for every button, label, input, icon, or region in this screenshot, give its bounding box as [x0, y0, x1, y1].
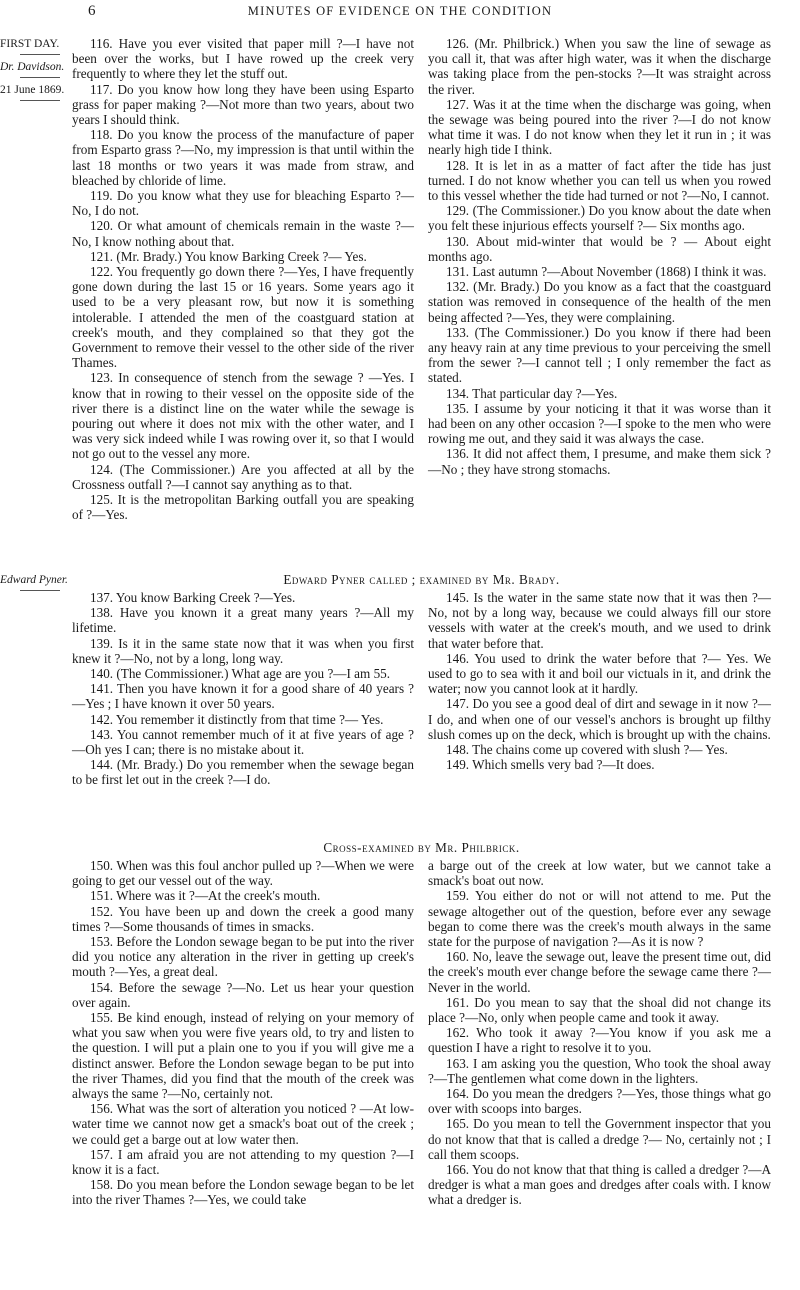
question: 136. It did not affect them, I presume, and make them sick ?—No ; they have strong stomachs. — [428, 446, 771, 477]
question: 141. Then you have known it for a good share of 40 years ?—Yes ; I have known it over 50 years. — [72, 681, 414, 712]
section1-left-column — [72, 36, 414, 523]
question: 164. Do you mean the dredgers ?—Yes, those things what go over with scoops into barges. — [428, 1086, 771, 1117]
question: 166. You do not know that that thing is called a dredger ?—A dredger is what a man goes and dredges after coals with. I know what a dredger is. — [428, 1162, 771, 1208]
margin-witness-davidson: Dr. Davidson. — [0, 61, 65, 73]
question: 150. When was this foul anchor pulled up ?—When we were going to get our vessel out of the way. — [72, 858, 414, 889]
question: 117. Do you know how long they have been using Esparto grass for paper making ?—Not more than two years, about two years I should think. — [72, 81, 414, 128]
question: 156. What was the sort of alteration you noticed ? —At low-water time we cannot now get a smack's boat out of the creek ; we could get a barge out at low water then. — [72, 1101, 414, 1147]
section3-heading: Cross-examined by Mr. Philbrick. — [323, 840, 520, 855]
question: 121. (Mr. Brady.) You know Barking Creek ?— Yes. — [90, 248, 367, 264]
page-number: 6 — [88, 3, 96, 19]
question: 123. In consequence of stench from the sewage ? —Yes. I know that in rowing to their vessel on the opposite side of the river there is a distinct line on the water while the sewage is pouring out where it does not mix with the other water, and I was very sick indeed while I was rowing over it, so that I would not go out to the vessel any more. — [72, 370, 414, 462]
question: 118. Do you know the process of the manufacture of paper from Esparto grass ?—No, my impression is that until within the last 18 months or two years it was made from straw, and bleached by chloride of lime. — [72, 127, 414, 188]
margin-rule — [20, 77, 60, 78]
question: 133. (The Commissioner.) Do you know if there had been any heavy rain at any time previous to your perceiving the smell from the sewer ?—I cannot tell ; I only remember the fact as stated. — [428, 324, 771, 386]
question: 120. Or what amount of chemicals remain in the waste ?—No, I know nothing about that. — [72, 218, 414, 249]
question: 128. It is let in as a matter of fact after the tide has just turned. I do not know whether you can tell us when you rowed to this vessel whether the tide had turned or not ?—No, I cannot. — [428, 157, 771, 204]
question: 139. Is it in the same state now that it was when you first knew it ?—No, not by a long, long way. — [72, 635, 414, 666]
question: 145. Is the water in the same state now that it was then ?—No, not by a long way, because we could always fill our store vessels with water at the creek's mouth, and we used to drink that water before that. — [428, 590, 771, 651]
margin-rule — [20, 54, 60, 55]
section3-right-column — [428, 858, 771, 1208]
question: 151. Where was it ?—At the creek's mouth. — [90, 888, 321, 904]
question: 144. (Mr. Brady.) Do you remember when the sewage began to be first let out in the creek ?—I do. — [72, 757, 414, 788]
question: 130. About mid-winter that would be ? — About eight months ago. — [428, 233, 771, 264]
question: 137. You know Barking Creek ?—Yes. — [90, 590, 296, 605]
question: 116. Have you ever visited that paper mill ?—I have not been over the works, but I have rowed up the creek very frequently to where they let the stuff out. — [72, 36, 414, 82]
running-title: MINUTES OF EVIDENCE ON THE CONDITION — [247, 4, 553, 18]
page-header — [0, 3, 800, 25]
question: 143. You cannot remember much of it at five years of age ?—Oh yes I can; there is no mistake about it. — [72, 726, 414, 758]
question: 138. Have you known it a great many years ?—All my lifetime. — [72, 605, 414, 636]
question: 122. You frequently go down there ?—Yes, I have frequently gone down during the last 15 or 16 years. Some years ago it used to be a very pleasant row, but now it is something intolerable. I attended the men of the coastguard station at creek's mouth, and they complained so that they got the Government to remove their vessel to the other side of the river Thames. — [72, 264, 414, 371]
question: 158. Do you mean before the London sewage began to be let into the river Thames ?—Yes, we could take — [72, 1177, 414, 1208]
section3-left-column — [72, 858, 414, 1208]
question: 147. Do you see a good deal of dirt and sewage in it now ?—I do, and when one of our vessel's anchors is brought up filthy slush comes up on the deck, which is brought up with the chains. — [428, 696, 771, 742]
question: 157. I am afraid you are not attending to my question ?—I know it is a fact. — [72, 1146, 414, 1178]
margin-first-day: FIRST DAY. — [0, 38, 60, 50]
section2-left-column — [72, 590, 414, 788]
question: 163. I am asking you the question, Who took the shoal away ?—The gentlemen what come down in the lighters. — [428, 1055, 771, 1086]
question: 160. No, leave the sewage out, leave the present time out, did the creek's mouth ever change before the sewage came there ?—Never in the world. — [428, 949, 771, 995]
question: 124. (The Commissioner.) Are you affected at all by the Crossness outfall ?—I cannot say anything as to that. — [72, 461, 414, 492]
section2-right-column — [428, 590, 771, 772]
question: 152. You have been up and down the creek a good many times ?—Some thousands of times in smacks. — [72, 903, 414, 934]
question: 132. (Mr. Brady.) Do you know as a fact that the coastguard station was removed in consequence of the health of the men being affected ?—Yes, they were complaining. — [428, 279, 771, 325]
question-continued: a barge out of the creek at low water, but we cannot take a smack's boat out now. — [428, 858, 771, 889]
question: 155. Be kind enough, instead of relying on your memory of what you saw when you were five years old, to try and listen to the question. I will put a plain one to you if you will give me a distinct answer. Before the London sewage began to be put into the river Thames, did you find that the mouth of the creek was always the same ?—No, certainly not. — [72, 1010, 414, 1102]
question: 149. Which smells very bad ?—It does. — [446, 757, 655, 773]
question: 146. You used to drink the water before that ?— Yes. We used to go to sea with it and boil our victuals in it, and drink the water; now you cannot look at it hardly. — [428, 650, 771, 697]
question: 161. Do you mean to say that the shoal did not change its place ?—No, only when people came and took it away. — [428, 994, 771, 1026]
margin-note-first — [0, 36, 70, 105]
question: 140. (The Commissioner.) What age are you ?—I am 55. — [90, 666, 391, 682]
margin-rule — [20, 100, 60, 101]
question: 131. Last autumn ?—About November (1868) I think it was. — [446, 264, 767, 280]
question: 148. The chains come up covered with slush ?— Yes. — [446, 742, 728, 758]
question: 134. That particular day ?—Yes. — [446, 385, 618, 401]
margin-note-second — [0, 572, 70, 595]
question: 127. Was it at the time when the discharge was going, when the sewage was being poured into the river ?—I do not know what time it was. I do not know when they let it run in ; it was nearly high tide I think. — [428, 96, 771, 158]
margin-rule — [20, 590, 60, 591]
section1-right-column — [428, 36, 771, 477]
question: 125. It is the metropolitan Barking outfall you are speaking of ?—Yes. — [72, 492, 414, 523]
question: 142. You remember it distinctly from that time ?— Yes. — [90, 711, 384, 727]
question: 129. (The Commissioner.) Do you know about the date when you felt these injurious effects yourself ?— Six months ago. — [428, 203, 771, 234]
question: 165. Do you mean to tell the Government inspector that you do not know that that is called a dredge ?— No, certainly not ; I call them scoops. — [428, 1116, 771, 1162]
question: 154. Before the sewage ?—No. Let us hear your question over again. — [72, 979, 414, 1010]
section2-heading: Edward Pyner called ; examined by Mr. Brady. — [283, 572, 560, 587]
question: 159. You either do not or will not attend to me. Put the sewage altogether out of the question, before ever any sewage began to come there was the creek's mouth always in the same state for the purpose of navigation ?—As it is now ? — [428, 888, 771, 950]
question: 119. Do you know what they use for bleaching Esparto ?—No, I do not. — [72, 188, 414, 219]
question: 126. (Mr. Philbrick.) When you saw the line of sewage as you call it, that was after high water, was it when the discharge was taking place from the pen-stocks ?—It was straight across the river. — [428, 36, 771, 97]
question: 162. Who took it away ?—You know if you ask me a question I have a right to resolve it to you. — [428, 1025, 771, 1056]
margin-date: 21 June 1869. — [0, 84, 65, 96]
question: 153. Before the London sewage began to be put into the river did you notice any alteration in the river in getting up creek's mouth ?—Yes, a great deal. — [72, 934, 414, 980]
question: 135. I assume by your noticing it that it was worse than it had been on any other occasion ?—I spoke to the men who were rowing me out, and they said it was always the case. — [428, 400, 771, 447]
margin-witness-pyner: Edward Pyner. — [0, 574, 68, 586]
